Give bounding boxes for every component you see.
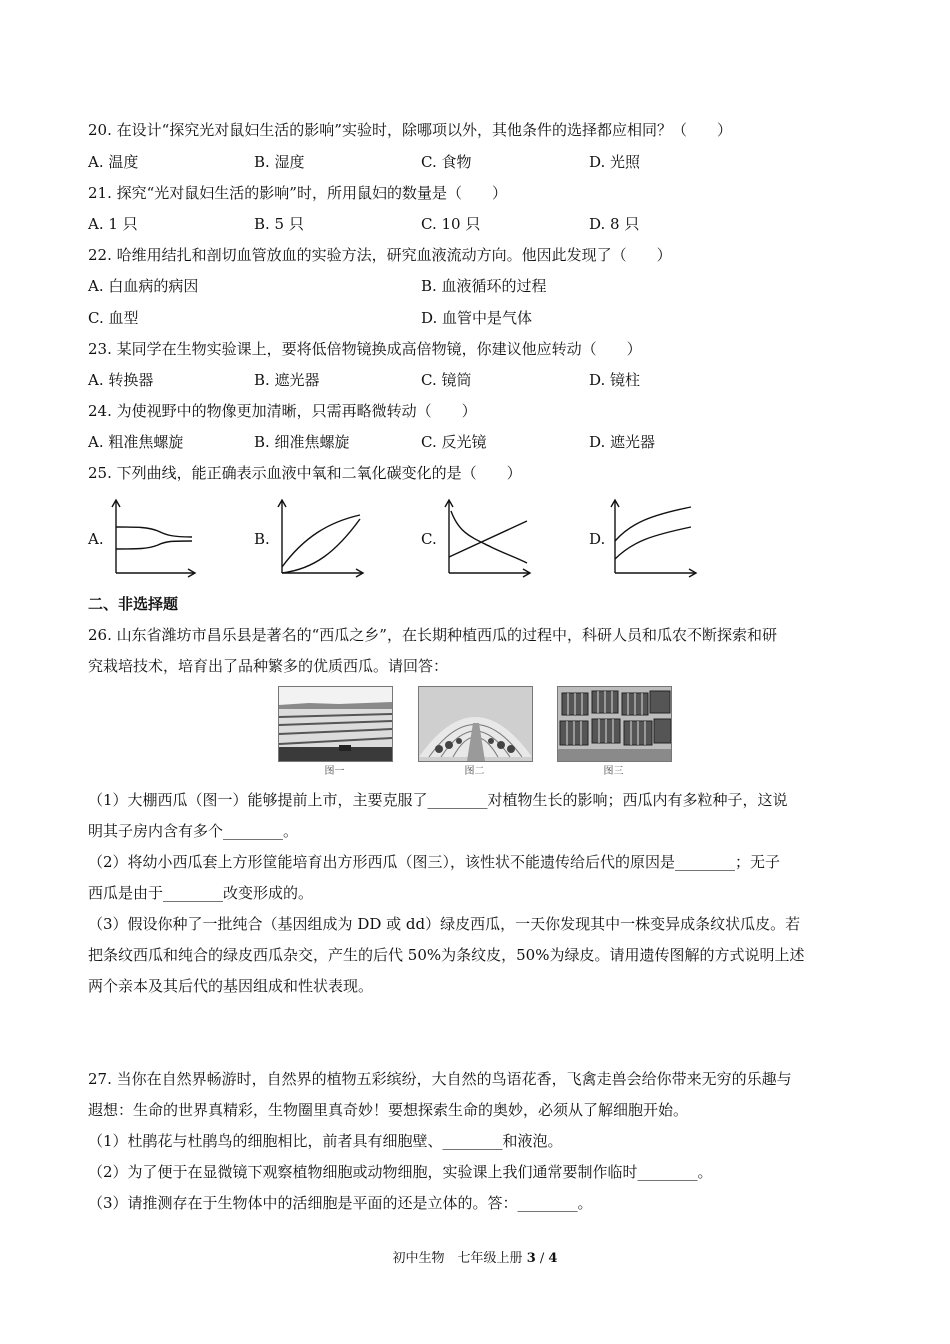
question-23-stem: 23. 某同学在生物实验课上，要将低倍物镜换成高倍物镜，你建议他应转动（ ）: [88, 340, 642, 358]
q25-option-a-label: A.: [88, 530, 104, 548]
q26-part-2-line-2: 西瓜是由于________改变形成的。: [88, 884, 314, 902]
question-25-stem: 25. 下列曲线，能正确表示血液中氧和二氧化碳变化的是（ ）: [88, 464, 522, 482]
q20-option-b: B. 湿度: [254, 153, 305, 171]
q26-part-3-line-1: （3）假设你种了一批纯合（基因组成为 DD 或 dd）绿皮西瓜，一天你发现其中一株变异成条纹状瓜皮。若: [88, 915, 801, 933]
q24-option-a: A. 粗准焦螺旋: [88, 433, 184, 451]
q22-option-c: C. 血型: [88, 309, 139, 327]
q24-option-d: D. 遮光器: [589, 433, 656, 451]
question-26-line-2: 究栽培技术，培育出了品种繁多的优质西瓜。请回答：: [88, 657, 449, 675]
question-20-stem: 20. 在设计“探究光对鼠妇生活的影响”实验时，除哪项以外，其他条件的选择都应相同？（ ）: [88, 121, 732, 139]
q26-photos: [278, 686, 672, 778]
footer-total-pages: 4: [548, 1251, 558, 1266]
figure-2-caption: 图二: [464, 766, 485, 777]
q20-option-a: A. 温度: [88, 153, 139, 171]
figure-1-caption: 图一: [324, 766, 345, 777]
q21-option-a: A. 1 只: [88, 215, 138, 233]
q23-option-c: C. 镜筒: [421, 371, 472, 389]
q23-option-d: D. 镜柱: [589, 371, 641, 389]
question-26-line-1: 26. 山东省潍坊市昌乐县是著名的“西瓜之乡”，在长期种植西瓜的过程中，科研人员和瓜农不断探索和研: [88, 626, 777, 644]
q24-option-b: B. 细准焦螺旋: [254, 433, 350, 451]
greenhouse-field-photo: [278, 686, 393, 762]
q20-option-d: D. 光照: [589, 153, 641, 171]
question-21-stem: 21. 探究“光对鼠妇生活的影响”时，所用鼠妇的数量是（ ）: [88, 184, 507, 202]
footer-separator: /: [535, 1251, 549, 1266]
q21-option-b: B. 5 只: [254, 215, 304, 233]
tunnel-greenhouse-photo: [418, 686, 533, 762]
square-watermelon-photo: [557, 686, 672, 762]
q25-option-b-label: B.: [254, 530, 270, 548]
q27-part-2: （2）为了便于在显微镜下观察植物细胞或动物细胞，实验课上我们通常要制作临时________。: [88, 1163, 713, 1181]
q22-option-b: B. 血液循环的过程: [421, 277, 547, 295]
question-24-stem: 24. 为使视野中的物像更加清晰，只需再略微转动（ ）: [88, 402, 477, 420]
page-footer: [0, 1247, 950, 1266]
q21-option-c: C. 10 只: [421, 215, 481, 233]
q25-option-d-label: D.: [589, 530, 606, 548]
section-heading: 二、非选择题: [88, 595, 179, 613]
q27-part-1: （1）杜鹃花与杜鹃鸟的细胞相比，前者具有细胞壁、________和液泡。: [88, 1132, 563, 1150]
footer-page-number: 3: [526, 1251, 536, 1266]
q22-option-a: A. 白血病的病因: [88, 277, 199, 295]
q25-curve-c: [441, 497, 533, 579]
q26-part-3-line-2: 把条纹西瓜和纯合的绿皮西瓜杂交，产生的后代 50%为条纹皮，50%为绿皮。请用遗传图解的方式说明上述: [88, 946, 805, 964]
q27-part-3: （3）请推测存在于生物体中的活细胞是平面的还是立体的。答：________。: [88, 1194, 593, 1212]
q25-curve-b: [274, 497, 366, 579]
q22-option-d: D. 血管中是气体: [421, 309, 533, 327]
q23-option-b: B. 遮光器: [254, 371, 320, 389]
q25-option-c-label: C.: [421, 530, 437, 548]
q24-option-c: C. 反光镜: [421, 433, 487, 451]
q26-part-1-line-1: （1）大棚西瓜（图一）能够提前上市，主要克服了________对植物生长的影响；西瓜内有多粒种子，这说: [88, 791, 788, 809]
q26-part-3-line-3: 两个亲本及其后代的基因组成和性状表现。: [88, 977, 374, 995]
q25-curve-a: [108, 497, 198, 579]
question-27-line-2: 遐想：生命的世界真精彩，生物圈里真奇妙！要想探索生命的奥妙，必须从了解细胞开始。: [88, 1101, 689, 1119]
question-22-stem: 22. 哈维用结扎和剖切血管放血的实验方法，研究血液流动方向。他因此发现了（ ）: [88, 246, 672, 264]
question-27-line-1: 27. 当你在自然界畅游时，自然界的植物五彩缤纷，大自然的鸟语花香，飞禽走兽会给你带来无穷的乐趣与: [88, 1070, 792, 1088]
q26-part-2-line-1: （2）将幼小西瓜套上方形筐能培育出方形西瓜（图三），该性状不能遗传给后代的原因是________；无子: [88, 853, 781, 871]
q20-option-c: C. 食物: [421, 153, 472, 171]
q26-part-1-line-2: 明其子房内含有多个________。: [88, 822, 299, 840]
q21-option-d: D. 8 只: [589, 215, 640, 233]
footer-course-label: 初中生物 七年级上册: [392, 1251, 527, 1266]
q23-option-a: A. 转换器: [88, 371, 154, 389]
figure-3-caption: 图三: [603, 766, 624, 777]
q25-curve-d: [607, 497, 699, 579]
